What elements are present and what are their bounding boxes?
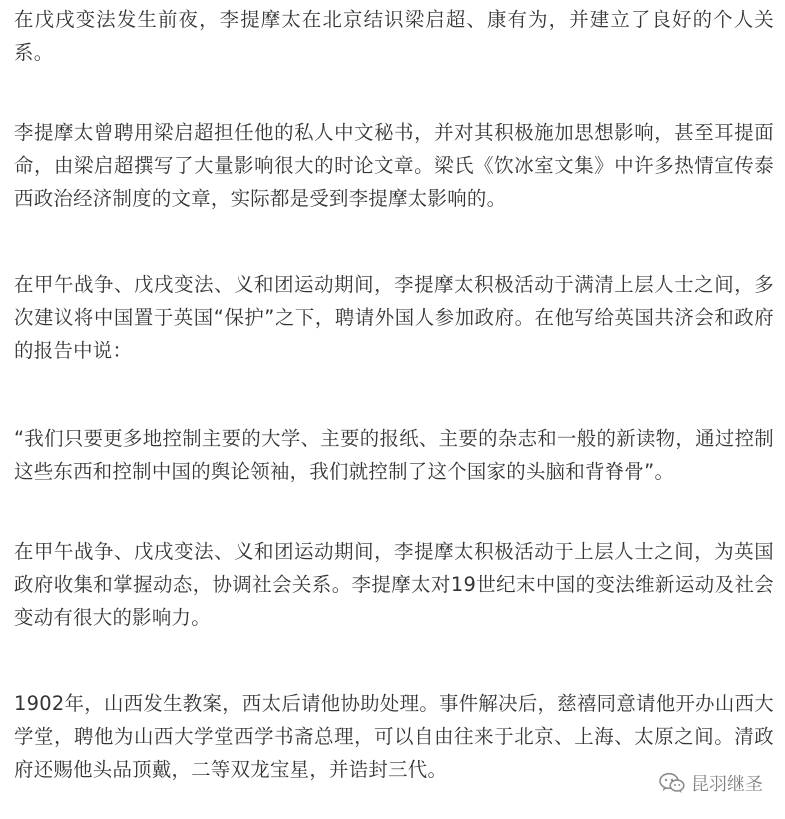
wechat-icon: [659, 772, 685, 794]
watermark-label: 昆羽继圣: [691, 774, 763, 795]
article-paragraph: 在甲午战争、戊戌变法、义和团运动期间，李提摩太积极活动于满清上层人士之间，多次建议将中国置于英国“保护”之下，聘请外国人参加政府。在他写给英国共济会和政府的报告中说：: [14, 273, 774, 362]
article-paragraph: 1902年，山西发生教案，西太后请他协助处理。事件解决后，慈禧同意请他开办山西大学堂，聘他为山西大学堂西学书斋总理，可以自由往来于北京、上海、太原之间。清政府还赐他头品顶戴，二等双龙宝星，并诰封三代。: [14, 692, 774, 781]
article-paragraph: 李提摩太曾聘用梁启超担任他的私人中文秘书，并对其积极施加思想影响，甚至耳提面命，由梁启超撰写了大量影响很大的时论文章。梁氏《饮冰室文集》中许多热情宣传泰西政治经济制度的文章，实际都是受到李提摩太影响的。: [14, 121, 774, 210]
article-paragraph: 在甲午战争、戊戌变法、义和团运动期间，李提摩太积极活动于上层人士之间，为英国政府收集和掌握动态，协调社会关系。李提摩太对19世纪末中国的变法维新运动及社会变动有很大的影响力。: [14, 540, 774, 629]
account-watermark: [659, 770, 763, 796]
article-paragraph: 在戊戌变法发生前夜，李提摩太在北京结识梁启超、康有为，并建立了良好的个人关系。: [14, 8, 774, 64]
article-quote-paragraph: “我们只要更多地控制主要的大学、主要的报纸、主要的杂志和一般的新读物，通过控制这些东西和控制中国的舆论领袖，我们就控制了这个国家的头脑和背脊骨”。: [14, 427, 774, 483]
